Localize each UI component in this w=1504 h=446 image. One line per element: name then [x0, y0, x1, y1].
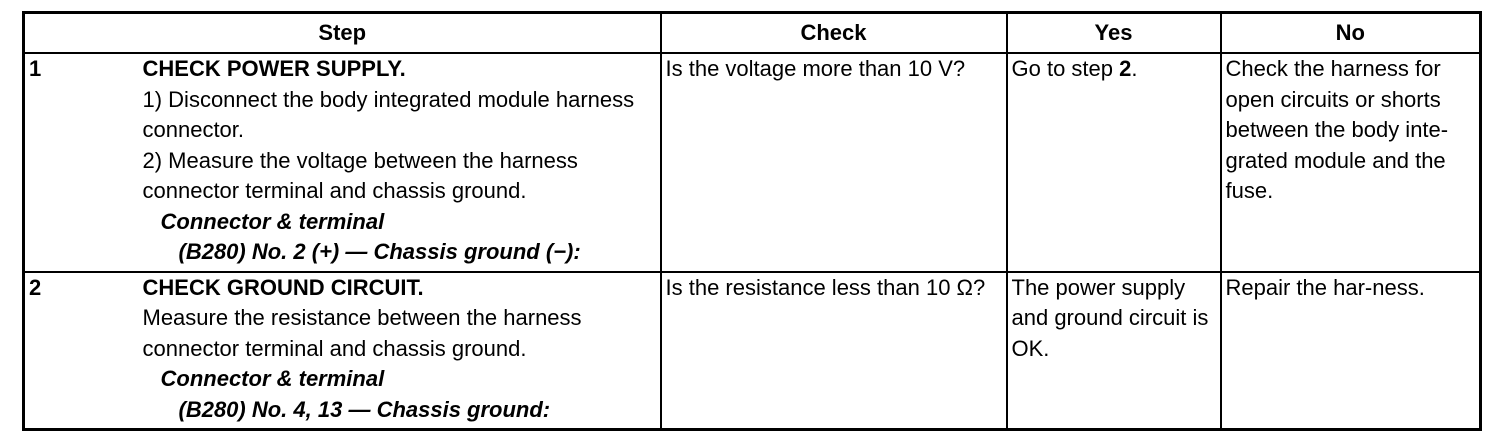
- yes-cell: The power supply and ground circuit is OK.: [1007, 272, 1221, 430]
- step-cell: [139, 272, 661, 430]
- header-yes: Yes: [1007, 13, 1221, 54]
- step-number: 2: [24, 272, 139, 430]
- header-step: Step: [24, 13, 661, 54]
- step-title: CHECK POWER SUPPLY.: [142, 56, 406, 81]
- step-instruction: 1) Disconnect the body integrated module harness connector.: [142, 86, 635, 142]
- step-instruction: 2) Measure the voltage between the harness connector terminal and chassis ground.: [142, 147, 578, 203]
- yes-text-end: .: [1131, 56, 1138, 81]
- step-number: 1: [24, 53, 139, 272]
- diagnostic-procedure-table: [22, 11, 1482, 431]
- no-cell: Repair the har-ness.: [1221, 272, 1481, 430]
- table-row: [24, 272, 1481, 430]
- yes-step-ref: 2: [1119, 56, 1132, 81]
- header-row: [24, 13, 1481, 54]
- step-cell: [139, 53, 661, 272]
- connector-heading: Connector & terminal: [160, 366, 385, 391]
- no-cell: Check the harness for open circuits or shorts between the body inte-grated module and the fuse.: [1221, 53, 1481, 272]
- connector-terminal: (B280) No. 2 (+) — Chassis ground (−):: [178, 239, 581, 264]
- check-cell: Is the voltage more than 10 V?: [661, 53, 1007, 272]
- step-title: CHECK GROUND CIRCUIT.: [142, 274, 424, 300]
- header-check: Check: [661, 13, 1007, 54]
- yes-text: Go to step: [1011, 56, 1120, 81]
- step-instruction: Measure the resistance between the harness connector terminal and chassis ground.: [142, 305, 582, 361]
- check-cell: Is the resistance less than 10 Ω?: [661, 272, 1007, 430]
- header-no: No: [1221, 13, 1481, 54]
- table-row: [24, 53, 1481, 272]
- connector-heading: Connector & terminal: [160, 208, 385, 234]
- connector-terminal: (B280) No. 4, 13 — Chassis ground:: [178, 396, 551, 422]
- yes-cell: [1007, 53, 1221, 272]
